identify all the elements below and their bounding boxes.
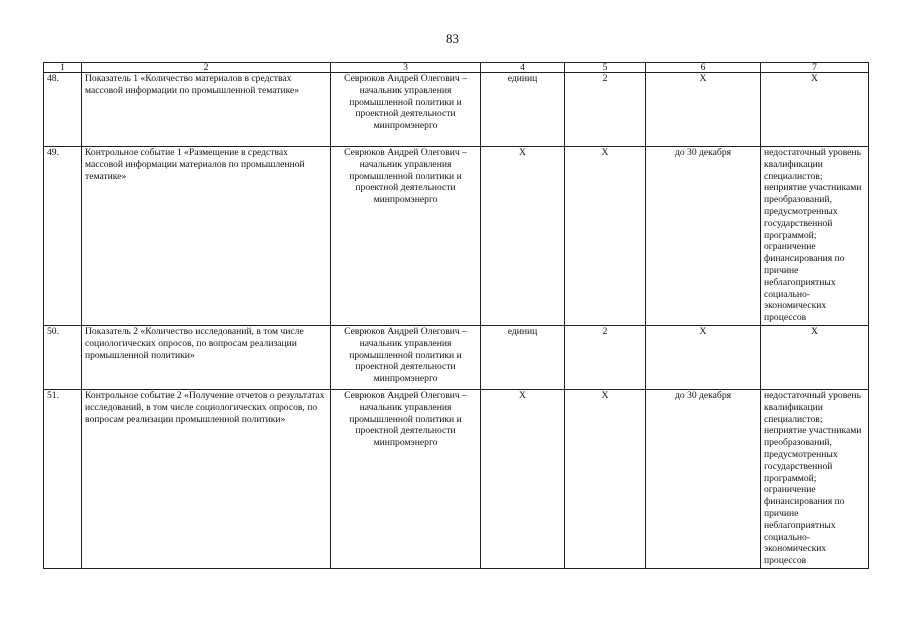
row-value: 2: [565, 73, 646, 147]
row-unit: единиц: [481, 325, 565, 389]
row-name: Контрольное событие 2 «Получение отчетов о результатах исследований, в том числе социологических опросов, по вопросам реализации промышленной политики»: [82, 389, 331, 568]
page-number: 83: [446, 31, 459, 46]
row-deadline: Х: [646, 325, 761, 389]
row-number: 50.: [44, 325, 82, 389]
row-risks: недостаточный уровень квалификации специалистов; неприятие участниками преобразований, предусмотренных государственной программой; ограничение финансирования по причине неблагоприятных социально-экономических процессов: [761, 389, 869, 568]
column-header: 7: [761, 63, 869, 73]
row-value: Х: [565, 389, 646, 568]
column-header: 4: [481, 63, 565, 73]
row-responsible: Севрюков Андрей Олегович – начальник управления промышленной политики и проектной деятельности минпромэнерго: [331, 147, 481, 326]
row-number: 49.: [44, 147, 82, 326]
column-header: 5: [565, 63, 646, 73]
column-header: 1: [44, 63, 82, 73]
header-row: [44, 63, 869, 73]
table-row: [44, 73, 869, 147]
row-risks: недостаточный уровень квалификации специалистов; неприятие участниками преобразований, предусмотренных государственной программой; ограничение финансирования по причине неблагоприятных социально-экономических процессов: [761, 147, 869, 326]
row-name: Контрольное событие 1 «Размещение в средствах массовой информации материалов по промышленной тематике»: [82, 147, 331, 326]
row-name: Показатель 2 «Количество исследований, в том числе социологических опросов, по вопросам реализации промышленной политики»: [82, 325, 331, 389]
program-table: [43, 62, 869, 569]
row-risks: Х: [761, 325, 869, 389]
row-number: 48.: [44, 73, 82, 147]
row-deadline: до 30 декабря: [646, 389, 761, 568]
row-deadline: до 30 декабря: [646, 147, 761, 326]
row-unit: Х: [481, 147, 565, 326]
row-unit: единиц: [481, 73, 565, 147]
column-header: 6: [646, 63, 761, 73]
row-risks: Х: [761, 73, 869, 147]
row-responsible: Севрюков Андрей Олегович – начальник управления промышленной политики и проектной деятельности минпромэнерго: [331, 389, 481, 568]
row-unit: Х: [481, 389, 565, 568]
column-header: 3: [331, 63, 481, 73]
row-responsible: Севрюков Андрей Олегович – начальник управления промышленной политики и проектной деятельности минпромэнерго: [331, 325, 481, 389]
row-deadline: Х: [646, 73, 761, 147]
table-row: [44, 389, 869, 568]
column-header: 2: [82, 63, 331, 73]
row-value: 2: [565, 325, 646, 389]
row-value: Х: [565, 147, 646, 326]
row-responsible: Севрюков Андрей Олегович – начальник управления промышленной политики и проектной деятельности минпромэнерго: [331, 73, 481, 147]
table-row: [44, 147, 869, 326]
row-number: 51.: [44, 389, 82, 568]
row-name: Показатель 1 «Количество материалов в средствах массовой информации по промышленной тематике»: [82, 73, 331, 147]
table-row: [44, 325, 869, 389]
